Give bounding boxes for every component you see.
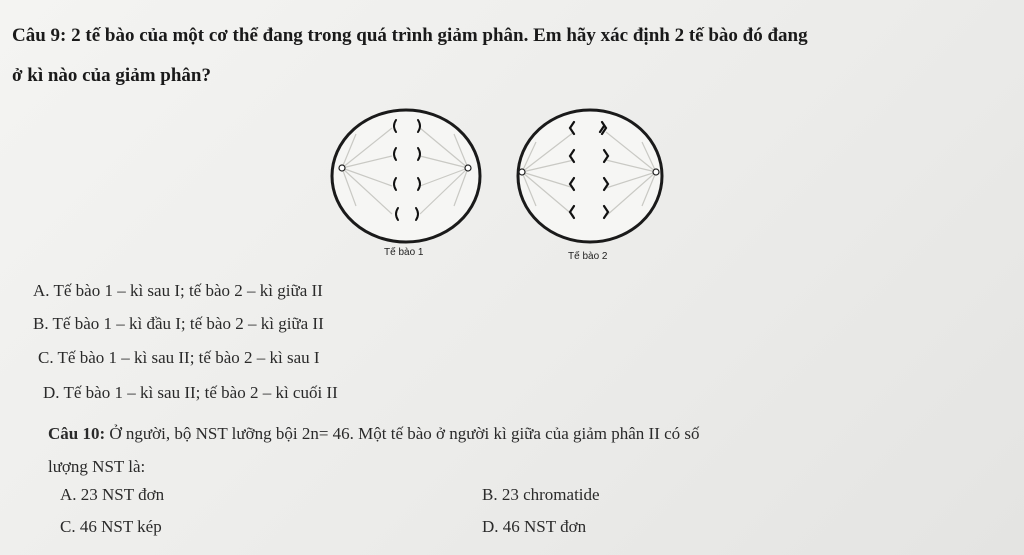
q9-option-d[interactable]: D. Tế bào 1 – kì sau II; tế bào 2 – kì cuối II [43,383,338,402]
question-10-line-2: lượng NST là: [48,457,146,476]
q10-option-a[interactable]: A. 23 NST đơn [60,485,165,504]
q9-option-c[interactable]: C. Tế bào 1 – kì sau II; tế bào 2 – kì sau I [38,348,320,367]
q10-option-c[interactable]: C. 46 NST kép [60,517,162,536]
question-10-line-1: Ở người, bộ NST lưỡng bội 2n= 46. Một tế bào ở người kì giữa của giảm phân II có số [109,424,700,443]
cell-1-caption: Tế bào 1 [384,247,424,258]
q10-option-b[interactable]: B. 23 chromatide [482,485,600,504]
question-10-label: Câu 10: [48,424,106,443]
question-10-text [48,417,978,483]
q10-option-d[interactable]: D. 46 NST đơn [482,517,587,536]
q9-option-b[interactable]: B. Tế bào 1 – kì đầu I; tế bào 2 – kì giữa II [33,314,324,333]
q9-option-a[interactable]: A. Tế bào 1 – kì sau I; tế bào 2 – kì giữa II [33,281,323,300]
cell-2-caption: Tế bào 2 [568,251,608,262]
question-9-line-1: 2 tế bào của một cơ thể đang trong quá trình giảm phân. Em hãy xác định 2 tế bào đó đang [71,25,808,46]
question-9-text [12,16,1002,96]
question-9-label: Câu 9: [12,25,67,46]
cell-1-diagram [326,106,486,246]
cell-2-diagram [510,106,670,246]
question-9-line-2: ở kì nào của giảm phân? [12,65,211,86]
